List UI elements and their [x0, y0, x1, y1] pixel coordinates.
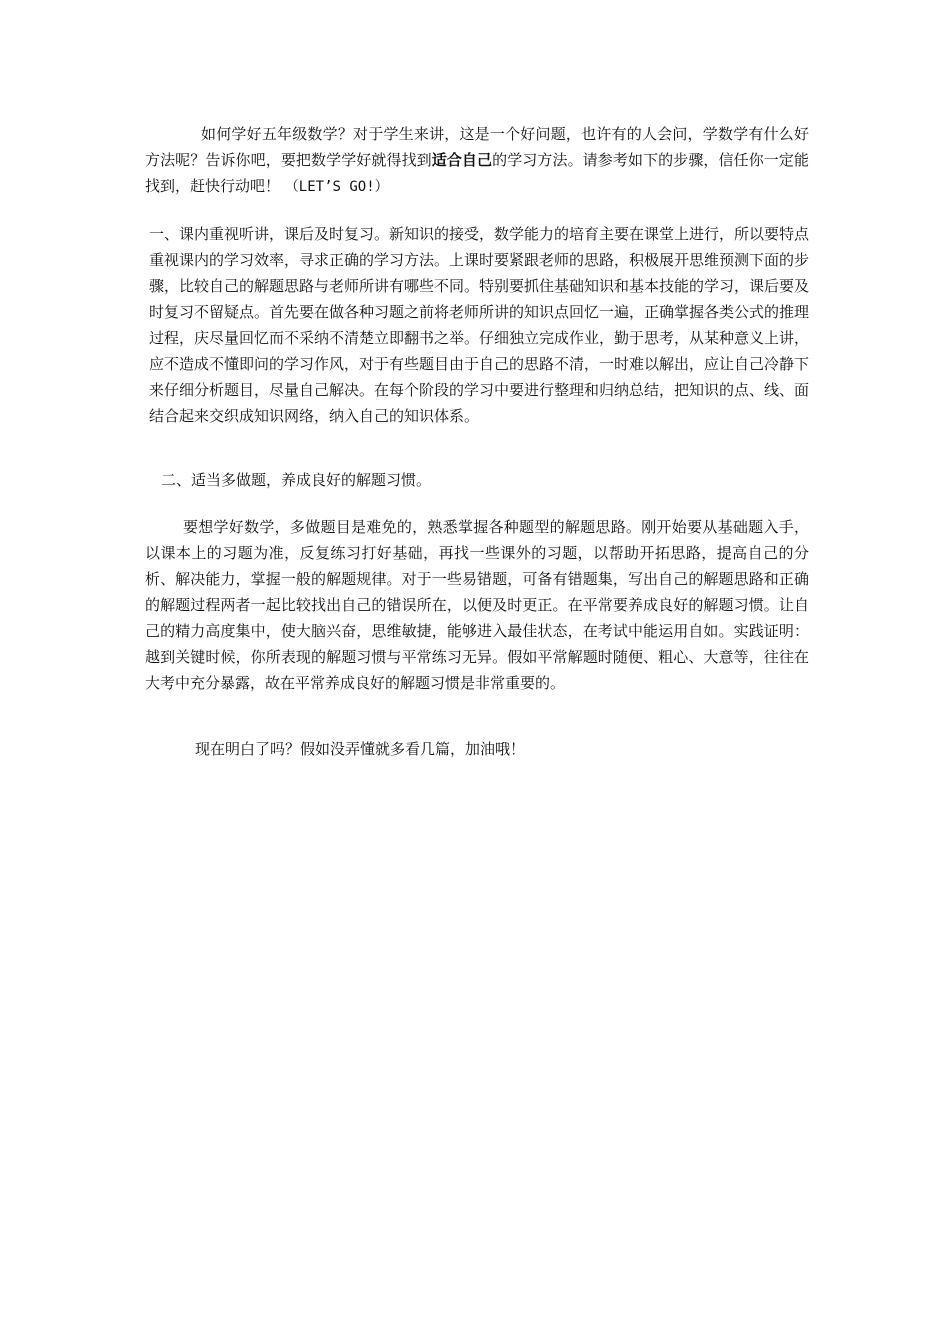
section2-heading: 二、适当多做题，养成良好的解题习惯。: [161, 471, 432, 489]
section2-paragraph: 要想学好数学，多做题目是难免的，熟悉掌握各种题型的解题思路。刚开始要从基础题入手，以课本上的习题为准，反复练习打好基础，再找一些课外的习题，以帮助开拓思路，提高自己的分析、解决能力，掌握一般的解题规律。对于一些易错题，可备有错题集，写出自己的解题思路和正确的解题过程两者一起比较找出自己的错误所在，以便及时更正。在平常要养成良好的解题习惯。让自己的精力高度集中，使大脑兴奋，思维敏捷，能够进入最佳状态，在考试中能运用自如。实践证明：越到关键时候，你所表现的解题习惯与平常练习无异。假如平常解题时随便、粗心、大意等，往往在大考中充分暴露，故在平常养成良好的解题习惯是非常重要的。: [145, 518, 809, 692]
intro-text: 如何学好五年级数学？对于学生来讲，这是一个好问题，也许有的人会问，学数学有什么好方法呢？告诉你吧，要把数学学好就得找到: [145, 125, 809, 169]
section1-paragraph: 一、课内重视听讲，课后及时复习。新知识的接受，数学能力的培育主要在课堂上进行，所以要特点重视课内的学习效率，寻求正确的学习方法。上课时要紧跟老师的思路，积极展开思维预测下面的步骤，比较自己的解题思路与老师所讲有哪些不同。特别要抓住基础知识和基本技能的学习，课后要及时复习不留疑点。首先要在做各种习题之前将老师所讲的知识点回忆一遍，正确掌握各类公式的推理过程，庆尽量回忆而不采纳不清楚立即翻书之举。仔细独立完成作业，勤于思考，从某种意义上讲，应不造成不懂即问的学习作风，对于有些题目由于自己的思路不清，一时难以解出，应让自己冷静下来仔细分析题目，尽量自己解决。在每个阶段的学习中要进行整理和归纳总结，把知识的点、线、面结合起来交织成知识网络，纳入自己的知识体系。: [149, 225, 810, 425]
intro-text-continued: 的学习方法。请参考如下的步骤，信任你一定能找到，赶快行动吧！: [145, 151, 809, 195]
intro-paragraph: [145, 121, 809, 200]
closing-paragraph: 现在明白了吗？假如没弄懂就多看几篇，加油哦！: [195, 740, 526, 758]
intro-emphasis: 适合自己: [431, 151, 493, 169]
intro-slogan: （LET’S GO!）: [284, 179, 389, 195]
